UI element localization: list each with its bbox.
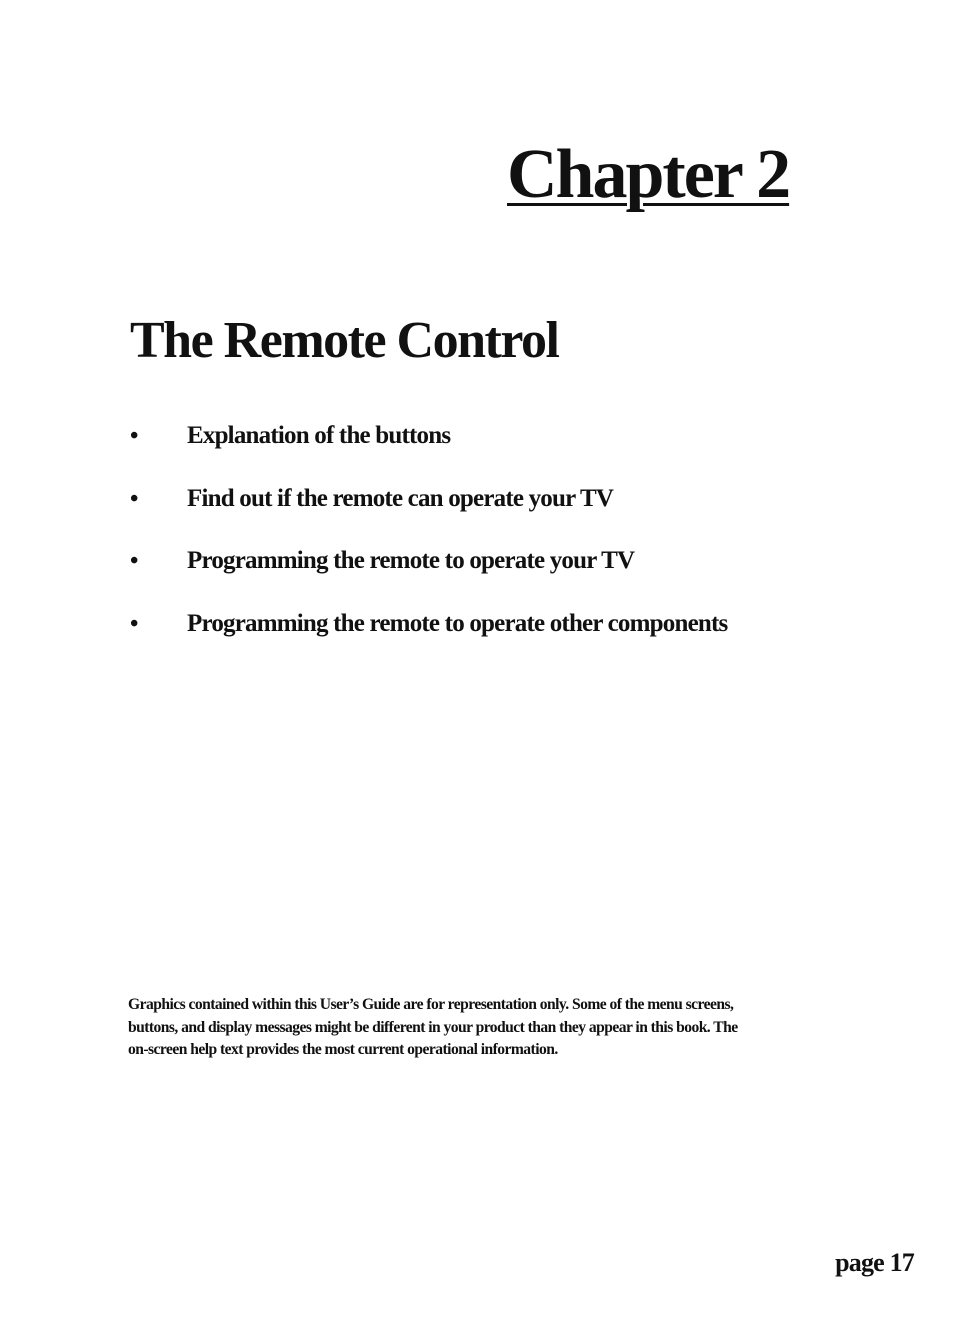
list-item	[130, 606, 727, 669]
topic-text: Explanation of the buttons	[187, 422, 451, 449]
chapter-title: Chapter 2	[507, 136, 790, 213]
disclaimer-note	[128, 994, 768, 1062]
disclaimer-line: Graphics contained within this User’s Guide are for representation only. Some of the menu screens,	[128, 996, 734, 1013]
disclaimer-line: on-screen help text provides the most current operational information.	[128, 1041, 558, 1058]
topic-list	[130, 418, 727, 668]
list-item	[130, 543, 727, 606]
bullet-icon: •	[130, 548, 139, 574]
topic-text: Programming the remote to operate your TV	[187, 547, 635, 574]
page-number: page 17	[835, 1248, 914, 1277]
topic-text: Programming the remote to operate other components	[187, 609, 728, 637]
bullet-icon: •	[130, 485, 139, 512]
bullet-icon: •	[130, 610, 139, 637]
list-item	[130, 481, 727, 544]
list-item	[130, 418, 727, 481]
disclaimer-line: buttons, and display messages might be different in your product than they appear in this book. The	[128, 1018, 738, 1036]
bullet-icon: •	[130, 423, 139, 449]
topic-text: Find out if the remote can operate your TV	[187, 484, 614, 512]
section-title: The Remote Control	[130, 312, 559, 369]
